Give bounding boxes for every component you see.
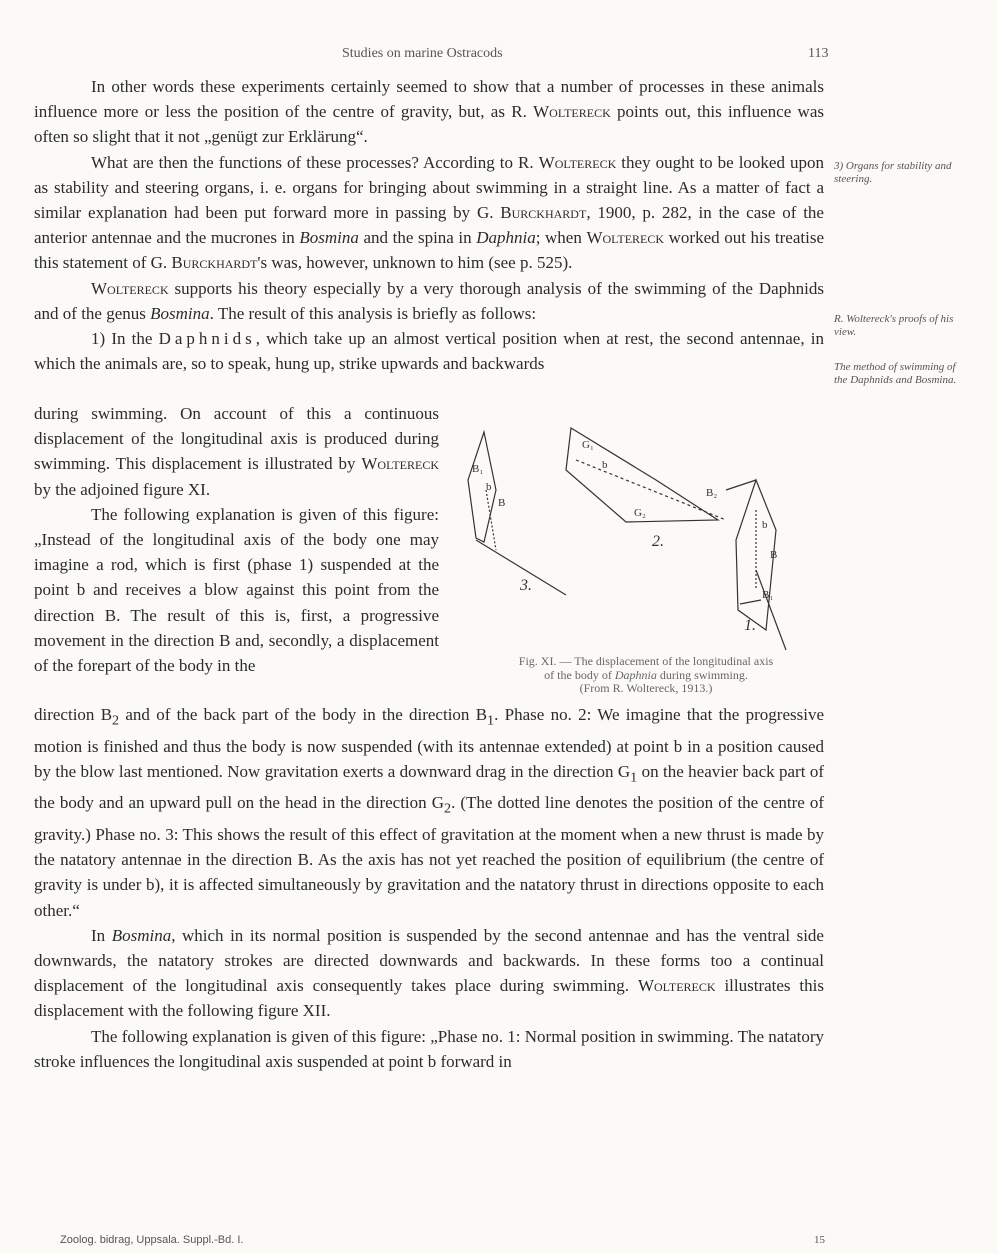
- label-b-phase3: b: [486, 481, 492, 493]
- figure-xi: [456, 420, 826, 660]
- caption-line-3: (From R. Woltereck, 1913.): [579, 681, 713, 695]
- body-text-bottom: [34, 702, 824, 1074]
- block3-paragraph-2: The following explanation is given of this figure: „Phase no. 1: Normal position in swimming. The natatory stroke influences the longitudinal axis suspended at point b forward in: [34, 1026, 824, 1071]
- arrow-b2: [726, 480, 756, 490]
- caption-line-2-pre: of the body of: [544, 667, 615, 682]
- body-text-top: [34, 74, 824, 376]
- block3-paragraph-1: In Bosmina, which in its normal position is suspended by the second antennae and has the ventral side downwards, the natatory strokes are directed downwards and backwards. In these forms too a continual displacement of the longitudinal axis consequently takes place during swimming. Woltereck illustrates this displacement with the following figure XII.: [34, 925, 824, 1021]
- margin-note-swimming-method: The method of swimming of the Daphnids and Bosmina.: [834, 361, 957, 386]
- caption-line-1: Fig. XI. — The displacement of the longitudinal axis: [518, 654, 774, 668]
- block3-paragraph-0: direction $B_2$ and of the back part of the body in the direction $B_1$. Phase no. 2: We imagine that the progressive motion is finished and thus the body is now suspended (with its antennae extended) at point b in a position caused by the blow last mentioned. Now gravitation exerts a downward drag in the direction $G_1$ on the heavier back part of the body and an upward pull on the head in the direction $G_2$. (The dotted line denotes the position of the centre of gravity.) Phase no. 3: This shows the result of this effect of gravitation at the moment when a new thrust is made by the natatory antennae in the direction B. As the axis has not yet reached the position of equilibrium (the centre of gravity is under b), it is affected simultaneously by gravitation and the natatory thrust in directions opposite to each other.“: [34, 705, 825, 920]
- footer-journal: Zoolog. bidrag, Uppsala. Suppl.-Bd. I.: [60, 1234, 244, 1246]
- caption-line-2-taxon: Daphnia: [614, 667, 657, 682]
- block1-paragraph-2: Woltereck supports his theory especially by a very thorough analysis of the swimming of the Daphnids and of the genus Bosmina. The result of this analysis is briefly as follows:: [34, 278, 824, 323]
- footer-signature: 15: [814, 1234, 825, 1246]
- label-b2: B₂: [706, 487, 718, 499]
- figure-caption: [466, 655, 826, 696]
- body-text-left-of-figure: [34, 401, 439, 678]
- label-phase-3: 3.: [520, 577, 532, 594]
- label-b-phase1: b: [762, 519, 768, 531]
- rod-phase-3: [468, 432, 496, 542]
- label-b1-phase1: B₁: [762, 589, 774, 601]
- label-phase-2: 2.: [652, 533, 664, 550]
- margin-note-stability: 3) Organs for stability and steering.: [834, 160, 952, 185]
- arrow-b1: [740, 600, 761, 604]
- caption-line-2: [466, 669, 826, 683]
- label-b1-phase3: B₁: [472, 463, 484, 475]
- caption-line-2-post: during swimming.: [656, 667, 748, 682]
- page-number: 113: [808, 46, 829, 61]
- block2-paragraph-1: The following explanation is given of this figure: „Instead of the longitudinal axis of the body one may imagine a rod, which is first (phase 1) suspended at the point b and receives a blow against this point from the direction B. The result of this is, first, a progressive movement in the direction B and, secondly, a displacement of the forepart of the body in the: [34, 504, 439, 676]
- label-g2: G₂: [634, 507, 646, 519]
- block2-paragraph-0: during swimming. On account of this a continuous displacement of the longitudinal axis is produced during swimming. This displacement is illustrated by Woltereck by the adjoined figure XI.: [34, 404, 439, 499]
- label-B-phase1: B: [770, 549, 778, 561]
- label-g1: G₁: [582, 439, 594, 451]
- block1-paragraph-0: In other words these experiments certainly seemed to show that a number of processes in these animals influence more or less the position of the centre of gravity, but, as R. Woltereck points out, this influence was often so slight that it not „genügt zur Erklärung“.: [34, 77, 824, 147]
- block1-paragraph-3: 1) In the Daphnids, which take up an almost vertical position when at rest, the second antennae, in which the animals are, so to speak, hung up, strike upwards and backwards: [34, 329, 824, 374]
- block1-paragraph-1: What are then the functions of these processes? According to R. Woltereck they ought to be looked upon as stability and steering organs, i. e. organs for bringing about swimming in a straight line. As a matter of fact a similar explanation had been put forward more in passing by G. Burckhardt, 1900, p. 282, in the case of the anterior antennae and the mucrones in Bosmina and the spina in Daphnia; when Woltereck worked out his treatise this statement of G. Burckhardt's was, however, unknown to him (see p. 525).: [34, 152, 824, 273]
- margin-note-proofs: R. Woltereck's proofs of his view.: [834, 313, 954, 338]
- running-header: [0, 46, 998, 68]
- running-title: Studies on marine Ostracods: [342, 46, 503, 61]
- label-phase-1: 1.: [744, 617, 756, 634]
- label-b-phase2: b: [602, 459, 608, 471]
- label-B-phase3: B: [498, 497, 506, 509]
